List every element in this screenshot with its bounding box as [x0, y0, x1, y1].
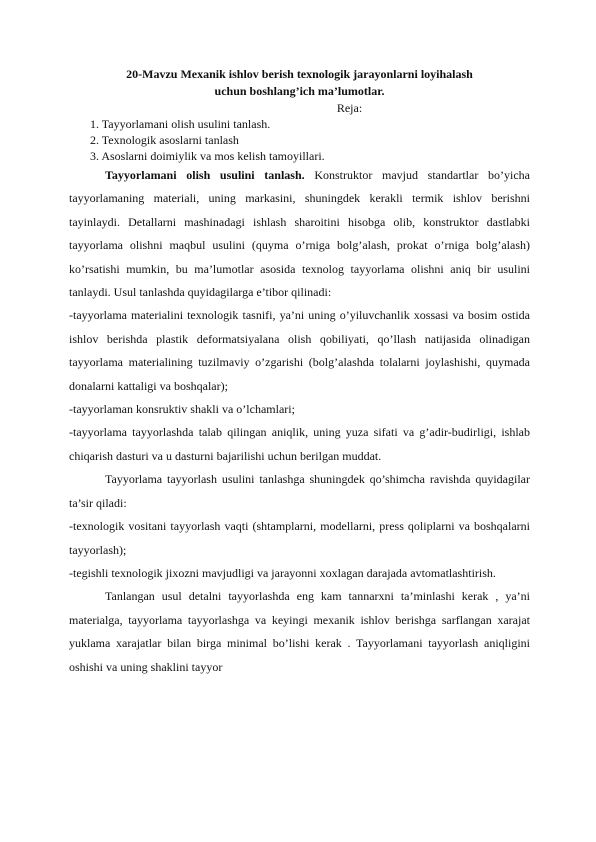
paragraph-tooling: -texnologik vositani tayyorlash vaqti (shtamplarni, modellarni, press qoliplarni va boshqalarni tayyorlash);: [69, 519, 530, 557]
paragraph-intro: [69, 164, 530, 304]
plan-item-1: 1. Tayyorlamani olish usulini tanlash.: [90, 117, 271, 131]
document-page: [69, 66, 530, 679]
heading-line-2: uchun boshlang’ich ma’lumotlar.: [214, 84, 385, 98]
heading-line-1: 20-Mavzu Mexanik ishlov berish texnologik jarayonlarni loyihalash: [126, 67, 473, 81]
paragraph-shape: -tayyorlaman konsruktiv shakli va o’lchamlari;: [69, 402, 295, 417]
plan-list: [69, 116, 530, 164]
paragraph-equipment: -tegishli texnologik jixozni mavjudligi va jarayonni xoxlagan darajada avtomatlashtirish.: [69, 565, 496, 580]
plan-label: Reja:: [336, 101, 363, 115]
paragraph-intro-text: Konstruktor mavjud standartlar bo’yicha tayyorlamaning materiali, uning markasini, shuningdek kerakli termik ishlov berishni tayinlaydi. Detallarni mashinadagi ishlash sharoitini hisobga olib, konstruktor dastlabki tayyorlama olishni maqbul usulini (quyma o’rniga bolg’alash, prokat o’rniga bolg’alash) ko’rsatishi mumkin, bu ma’lumotlar asosida texnolog tayyorlama olishni aniq bir usulini tanlaydi. Usul tanlashda quyidagilarga e’tibor qilinadi:: [69, 168, 530, 300]
paragraph-material: -tayyorlama materialini texnologik tasnifi, ya’ni uning o’yiluvchanlik xossasi va bosim ostida ishlov berishda plastik deformatsiyalana olish qobiliyati, qo’llash natijasida olinadigan tayyorlama materialining tuzilmaviy o’zgarishi (bolg’alashda tolalarni joylashishi, quymada donalarni kattaligi va boshqalar);: [69, 308, 530, 393]
plan-item-3: 3. Asoslarni doimiylik va mos kelish tamoyillari.: [90, 149, 325, 163]
paragraph-lead: Tayyorlamani olish usulini tanlash.: [105, 168, 305, 182]
plan-item-2: 2. Texnologik asoslarni tanlash: [90, 133, 239, 147]
paragraph-accuracy: -tayyorlama tayyorlashda talab qilingan aniqlik, uning yuza sifati va g’adir-budirligi, ishlab chiqarish dasturi va u dasturni bajarilishi uchun berilgan muddat.: [69, 425, 530, 463]
paragraph-cost: Tanlangan usul detalni tayyorlashda eng kam tannarxni ta’minlashi kerak , ya’ni materialga, tayyorlama tayyorlashga va keyingi mexanik ishlov berishga sarflangan xarajat yuklama xarajatlar bilan birga minimal bo’lishi kerak . Tayyorlamani tayyorlash aniqligini oshishi va uning shaklini tayyor: [69, 589, 530, 674]
paragraph-factors: Tayyorlama tayyorlash usulini tanlashga shuningdek qo’shimcha ravishda quyidagilar ta’sir qiladi:: [69, 472, 530, 510]
document-heading: [69, 66, 530, 100]
